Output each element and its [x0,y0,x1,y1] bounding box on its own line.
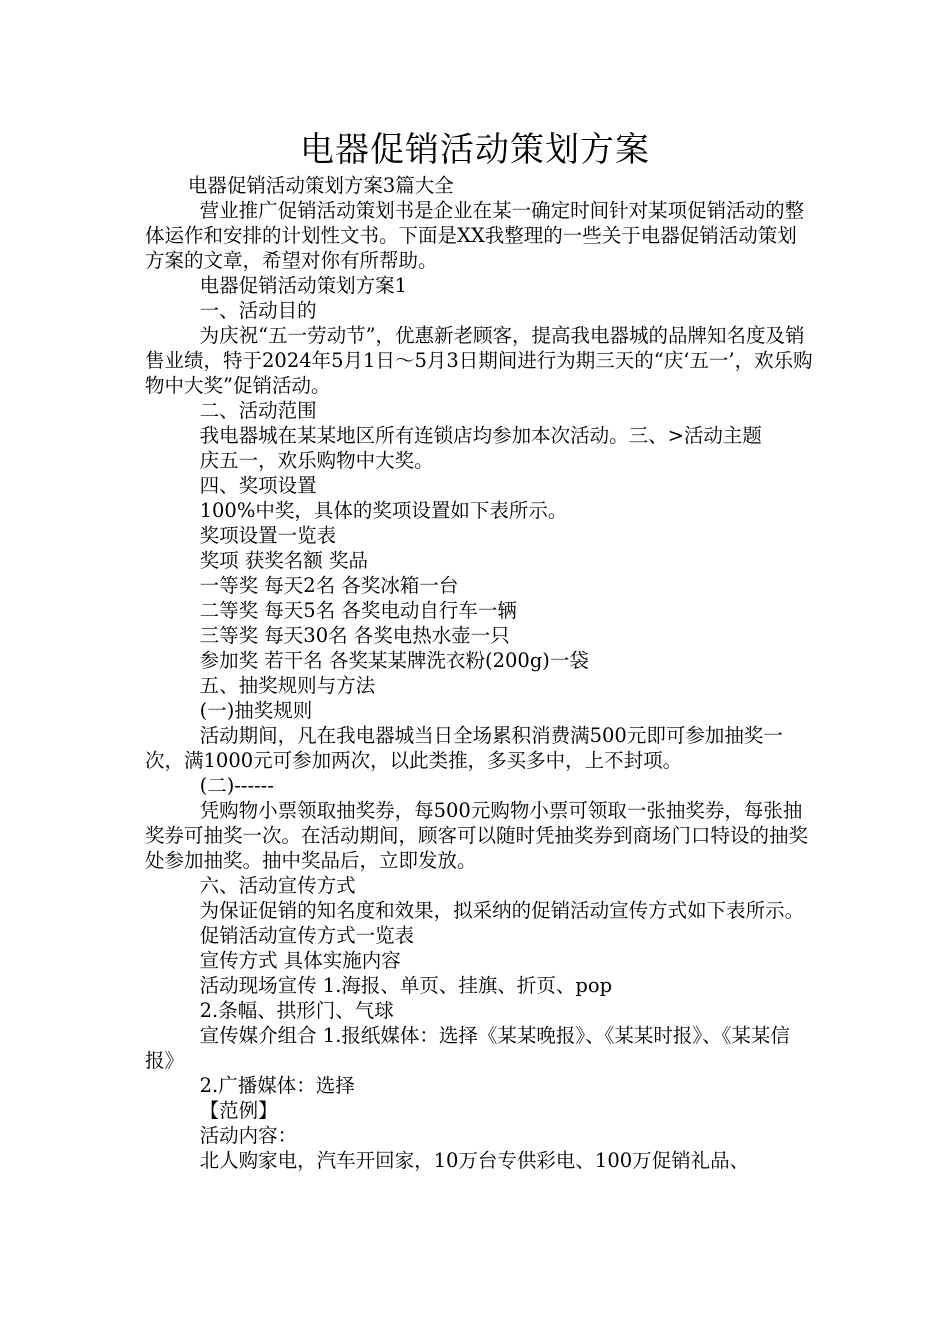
subsection-heading: (一)抽奖规则 [199,699,313,722]
section-heading: 六、活动宣传方式 [199,874,356,897]
table-row: 活动现场宣传 1.海报、单页、挂旗、折页、pop [199,974,613,997]
body-paragraph: 凭购物小票领取抽奖券，每500元购物小票可领取一张抽奖券，每张抽奖券可抽奖一次。在活动期间，顾客可以随时凭抽奖券到商场门口特设的抽奖处参加抽奖。抽中奖品后，立即发放。 [145,799,809,872]
subtitle-paragraph: 电器促销活动策划方案3篇大全 [187,174,454,197]
table-row: 2.条幅、拱形门、气球 [199,999,394,1022]
table-row: 参加奖 若干名 各奖某某牌洗衣粉(200g)一袋 [199,649,589,672]
body-paragraph: 100%中奖，具体的奖项设置如下表所示。 [199,499,568,522]
section-heading: 四、奖项设置 [199,474,317,497]
section-heading: 电器促销活动策划方案1 [199,274,408,297]
section-heading: 一、活动目的 [199,299,317,322]
document-body [145,173,815,1173]
body-paragraph: 活动期间，凡在我电器城当日全场累积消费满500元即可参加抽奖一次，满1000元可参加两次，以此类推，多买多中，上不封项。 [145,724,783,772]
body-paragraph: 庆五一，欢乐购物中大奖。 [199,449,434,472]
intro-paragraph: 营业推广促销活动策划书是企业在某一确定时间针对某项促销活动的整体运作和安排的计划性文书。下面是XX我整理的一些关于电器促销活动策划方案的文章，希望对你有所帮助。 [145,199,805,272]
table-row: 宣传方式 具体实施内容 [199,949,401,972]
table-row: 二等奖 每天5名 各奖电动自行车一辆 [199,599,517,622]
body-paragraph: 北人购家电，汽车开回家，10万台专供彩电、100万促销礼品、 [199,1149,750,1172]
table-caption: 奖项设置一览表 [199,524,337,547]
body-paragraph: 活动内容： [199,1124,298,1147]
table-row: 2.广播媒体：选择 [199,1074,355,1097]
body-paragraph: 为保证促销的知名度和效果，拟采纳的促销活动宣传方式如下表所示。 [199,899,805,922]
table-row: 奖项 获奖名额 奖品 [199,549,368,572]
table-row: 宣传媒介组合 1.报纸媒体：选择《某某晚报》、《某某时报》、《某某信报》 [145,1024,790,1072]
example-label: 【范例】 [199,1099,278,1122]
table-row: 三等奖 每天30名 各奖电热水壶一只 [199,624,510,647]
table-caption: 促销活动宣传方式一览表 [199,924,415,947]
document-title: 电器促销活动策划方案 [300,130,650,170]
section-heading: 二、活动范围 [199,399,317,422]
section-heading: 五、抽奖规则与方法 [199,674,376,697]
body-paragraph: 我电器城在某某地区所有连锁店均参加本次活动。三、>活动主题 [199,424,762,447]
table-row: 一等奖 每天2名 各奖冰箱一台 [199,574,459,597]
subsection-heading: (二)------ [199,774,274,797]
body-paragraph: 为庆祝“五一劳动节”，优惠新老顾客，提高我电器城的品牌知名度及销售业绩，特于2024年5月1日～5月3日期间进行为期三天的“庆‘五一’，欢乐购物中大奖”促销活动。 [145,324,813,397]
